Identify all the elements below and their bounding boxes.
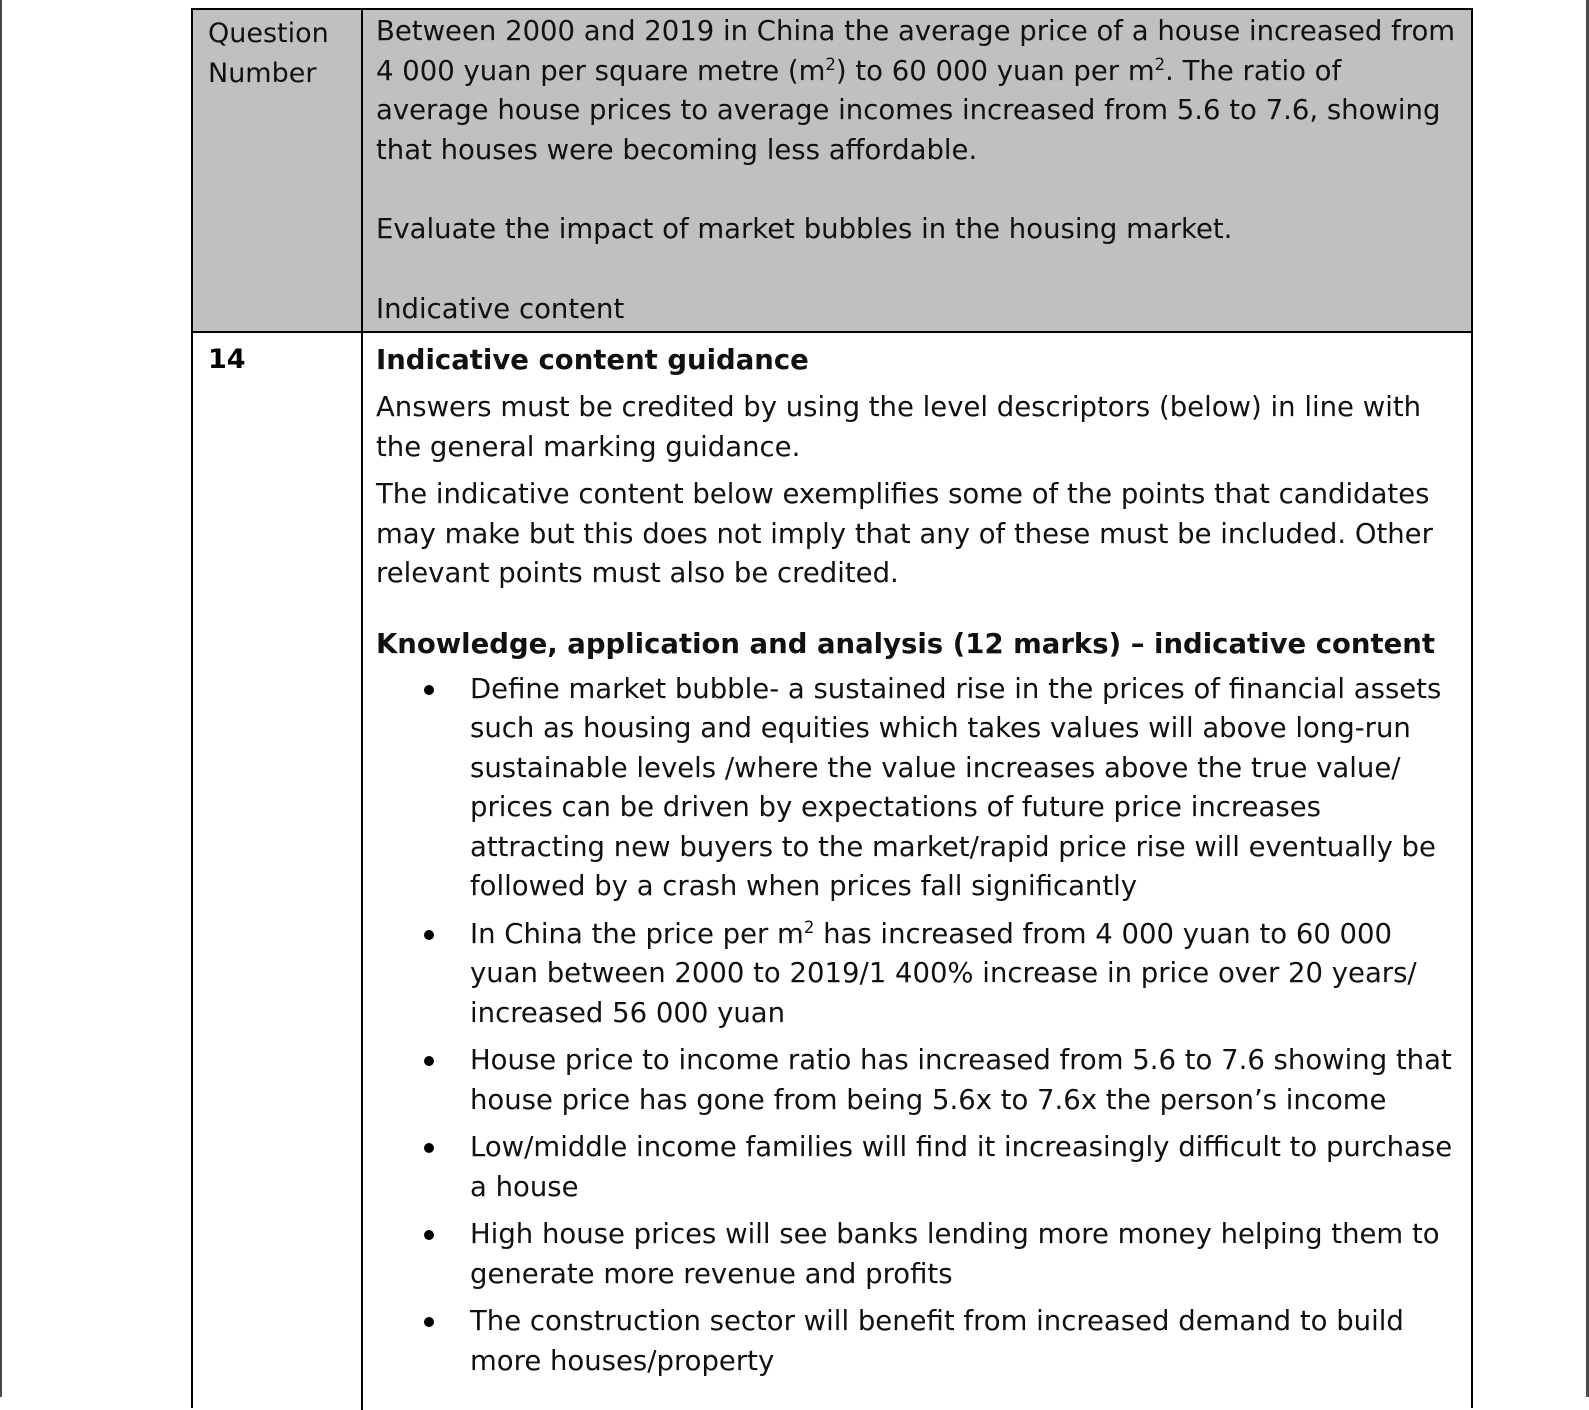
- mark-scheme-table: [191, 8, 1473, 1408]
- question-number-label: Question Number: [208, 18, 329, 89]
- guidance-paragraph-1: Answers must be credited by using the level descriptors (below) in line with the general marking guidance.: [376, 391, 1422, 463]
- indicative-content-label: Indicative content: [376, 292, 625, 325]
- list-item: The construction sector will benefit from increased demand to build more houses/property: [376, 1302, 1461, 1381]
- column-divider: [361, 10, 363, 1410]
- bullet-icon: [424, 1143, 434, 1153]
- bullet-icon: [424, 930, 434, 940]
- bullet-list: [376, 670, 1461, 1382]
- list-item: House price to income ratio has increased from 5.6 to 7.6 showing that house price has gone from being 5.6x to 7.6x the person’s income: [376, 1041, 1461, 1120]
- list-item: In China the price per $m^2$ has increased from 4 000 yuan to 60 000 yuan between 2000 to 2019/1 400% increase in price over 20 years/ increased 56 000 yuan: [376, 915, 1461, 1034]
- bullet-icon: [424, 1317, 434, 1327]
- list-item: Low/middle income families will find it increasingly difficult to purchase a house: [376, 1128, 1461, 1207]
- list-item: High house prices will see banks lending more money helping them to generate more revenue and profits: [376, 1215, 1461, 1294]
- stem-paragraph: Between 2000 and 2019 in China the average price of a house increased from 4 000 yuan per square metre $(m^2)$ to 60 000 yuan per $m^2$. The ratio of average house prices to average incomes increased from 5.6 to 7.6, showing that houses were becoming less affordable.: [376, 15, 1456, 166]
- list-item: Define market bubble- a sustained rise in the prices of financial assets such as housing and equities which takes values will above long-run sustainable levels /where the value increases above the true value/ prices can be driven by expectations of future price increases attracting new buyers to the market/rapid price rise will eventually be followed by a crash when prices fall significantly: [376, 670, 1461, 907]
- indicative-content-body: [376, 340, 1461, 1389]
- question-task: Evaluate the impact of market bubbles in the housing market.: [376, 213, 1233, 245]
- section-heading: Knowledge, application and analysis (12 marks) – indicative content: [376, 627, 1436, 660]
- bullet-icon: [424, 1230, 434, 1240]
- page-edge-left: [0, 0, 2, 1397]
- bullet-icon: [424, 1056, 434, 1066]
- question-stem: [376, 12, 1456, 329]
- guidance-heading: Indicative content guidance: [376, 344, 809, 376]
- guidance-paragraph-2: The indicative content below exemplifies some of the points that candidates may make but this does not imply that any of these must be included. Other relevant points must also be credited.: [376, 478, 1433, 589]
- table-header-row: [193, 10, 1471, 333]
- question-number: 14: [208, 344, 246, 375]
- bullet-icon: [424, 685, 434, 695]
